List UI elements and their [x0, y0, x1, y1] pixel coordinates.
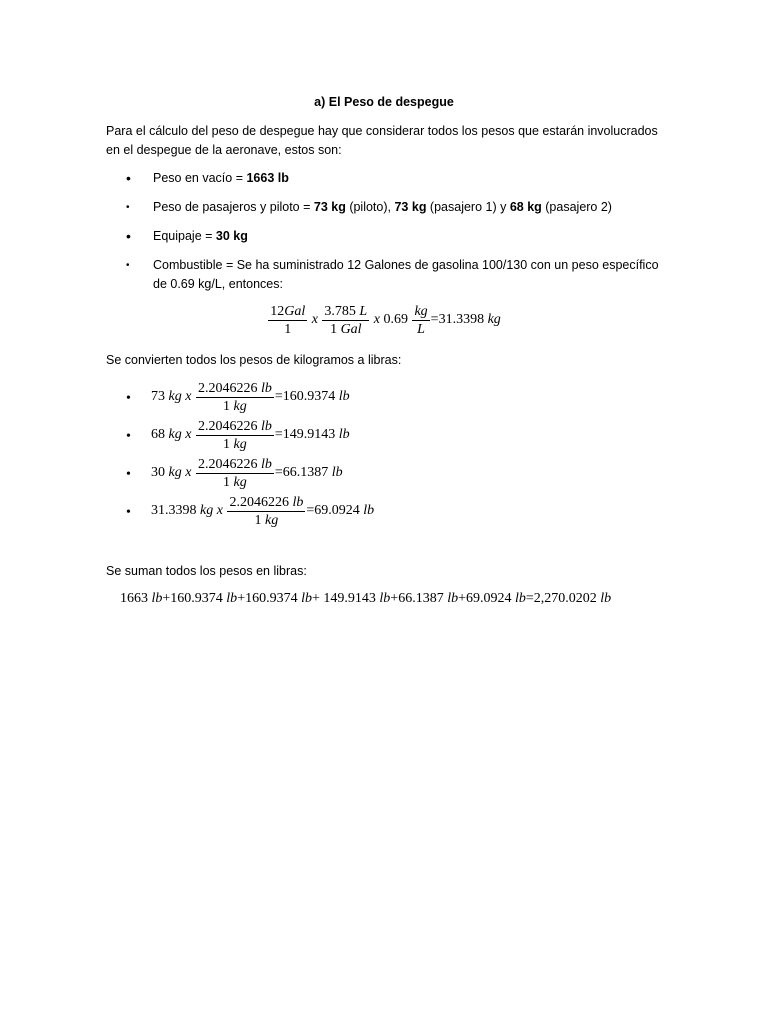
list-item-text: Peso de pasajeros y piloto = 73 kg (piloto), 73 kg (pasajero 1) y 68 kg (pasajero 2)	[153, 200, 612, 214]
sum-formula: 1663 lb+160.9374 lb+160.9374 lb+ 149.9143 lb+66.1387 lb+69.0924 lb=2,270.0202 lb	[120, 591, 612, 606]
bullet-icon: •	[126, 467, 131, 482]
fraction: $\frac{2.2046226 lb}{1 kg}$	[229, 495, 304, 528]
fraction: $\frac{kg}{L}$	[414, 304, 428, 337]
section-title: a) El Peso de despegue	[314, 95, 454, 109]
sum-label: Se suman todos los pesos en libras:	[106, 564, 307, 578]
fuel-weight-formula: $\frac{\text{12Gal}}{1}$ x $\frac{3.785 L}{\text{1 Gal}}$ x 0.69 $\frac{kg}{L}$ =31.3398 kg	[270, 304, 501, 337]
fraction: $\frac{\text{12Gal}}{1}$	[270, 304, 306, 337]
bullet-icon: •	[126, 202, 130, 213]
fraction: $\frac{2.2046226 lb}{1 kg}$	[197, 419, 272, 452]
bullet-icon: •	[126, 260, 130, 271]
list-item-text: Peso en vacío = 1663 lb	[153, 171, 289, 185]
document-page: a) El Peso de despegue Para el cálculo del peso de despegue hay que considerar todos los pesos que estarán involucrados en el despegue de la aeronave, estos son: • Peso en vacío = 1663 lb • Peso de pasajeros y piloto = 73 kg (piloto), 73 kg (pasajero 1) y 68 kg (pasajero 2) • Equipaje = 30 kg • Combustible = Se ha suministrado 12 Galones de gasolina 100/130 con un peso específico de 0.69 kg/L, entonces: $\frac{\text{12Gal}}{1}$ x $\frac{3.785 L}{\text{1 Gal}}$ x 0.69 $\frac{kg}{L}$ =31.3398 kg Se convierten todos los pesos de kilogramos a libras: • 73 kg x $\frac{2.2046226 lb}{1 kg}$ =160.9374 lb • 68 kg x $\frac{2.2046226 lb}{1 kg}$ =149.9143 lb • 30 kg x $\frac{2.2046226 lb}{1 kg}$ =66.1387 lb • 31.3398 kg x $\frac{2.2046226 lb}{1 kg}$ =69.0924 lb Se suman todos los pesos en libras: 1663 lb+160.9374 lb+160.9374 lb+ 149.9143 lb+66.1387 lb+69.0924 lb=2,270.0202 lb	[0, 0, 768, 1024]
bullet-icon: •	[126, 228, 131, 244]
list-item-text: Combustible = Se ha suministrado 12 Galones de gasolina 100/130 con un peso específico de 0.69 kg/L, entonces:	[153, 258, 659, 291]
bullet-icon: •	[126, 170, 131, 186]
fraction: $\frac{3.785 L}{\text{1 Gal}}$	[324, 304, 368, 337]
bullet-icon: •	[126, 391, 131, 406]
convert-label: Se convierten todos los pesos de kilogramos a libras:	[106, 353, 402, 367]
intro-paragraph: Para el cálculo del peso de despegue hay que considerar todos los pesos que estarán involucrados en el despegue de la aeronave, estos son:	[106, 124, 658, 157]
fraction: $\frac{2.2046226 lb}{1 kg}$	[197, 381, 272, 414]
bullet-icon: •	[126, 505, 131, 520]
bullet-icon: •	[126, 429, 131, 444]
fraction: $\frac{2.2046226 lb}{1 kg}$	[197, 457, 272, 490]
list-item-text: Equipaje = 30 kg	[153, 229, 248, 243]
